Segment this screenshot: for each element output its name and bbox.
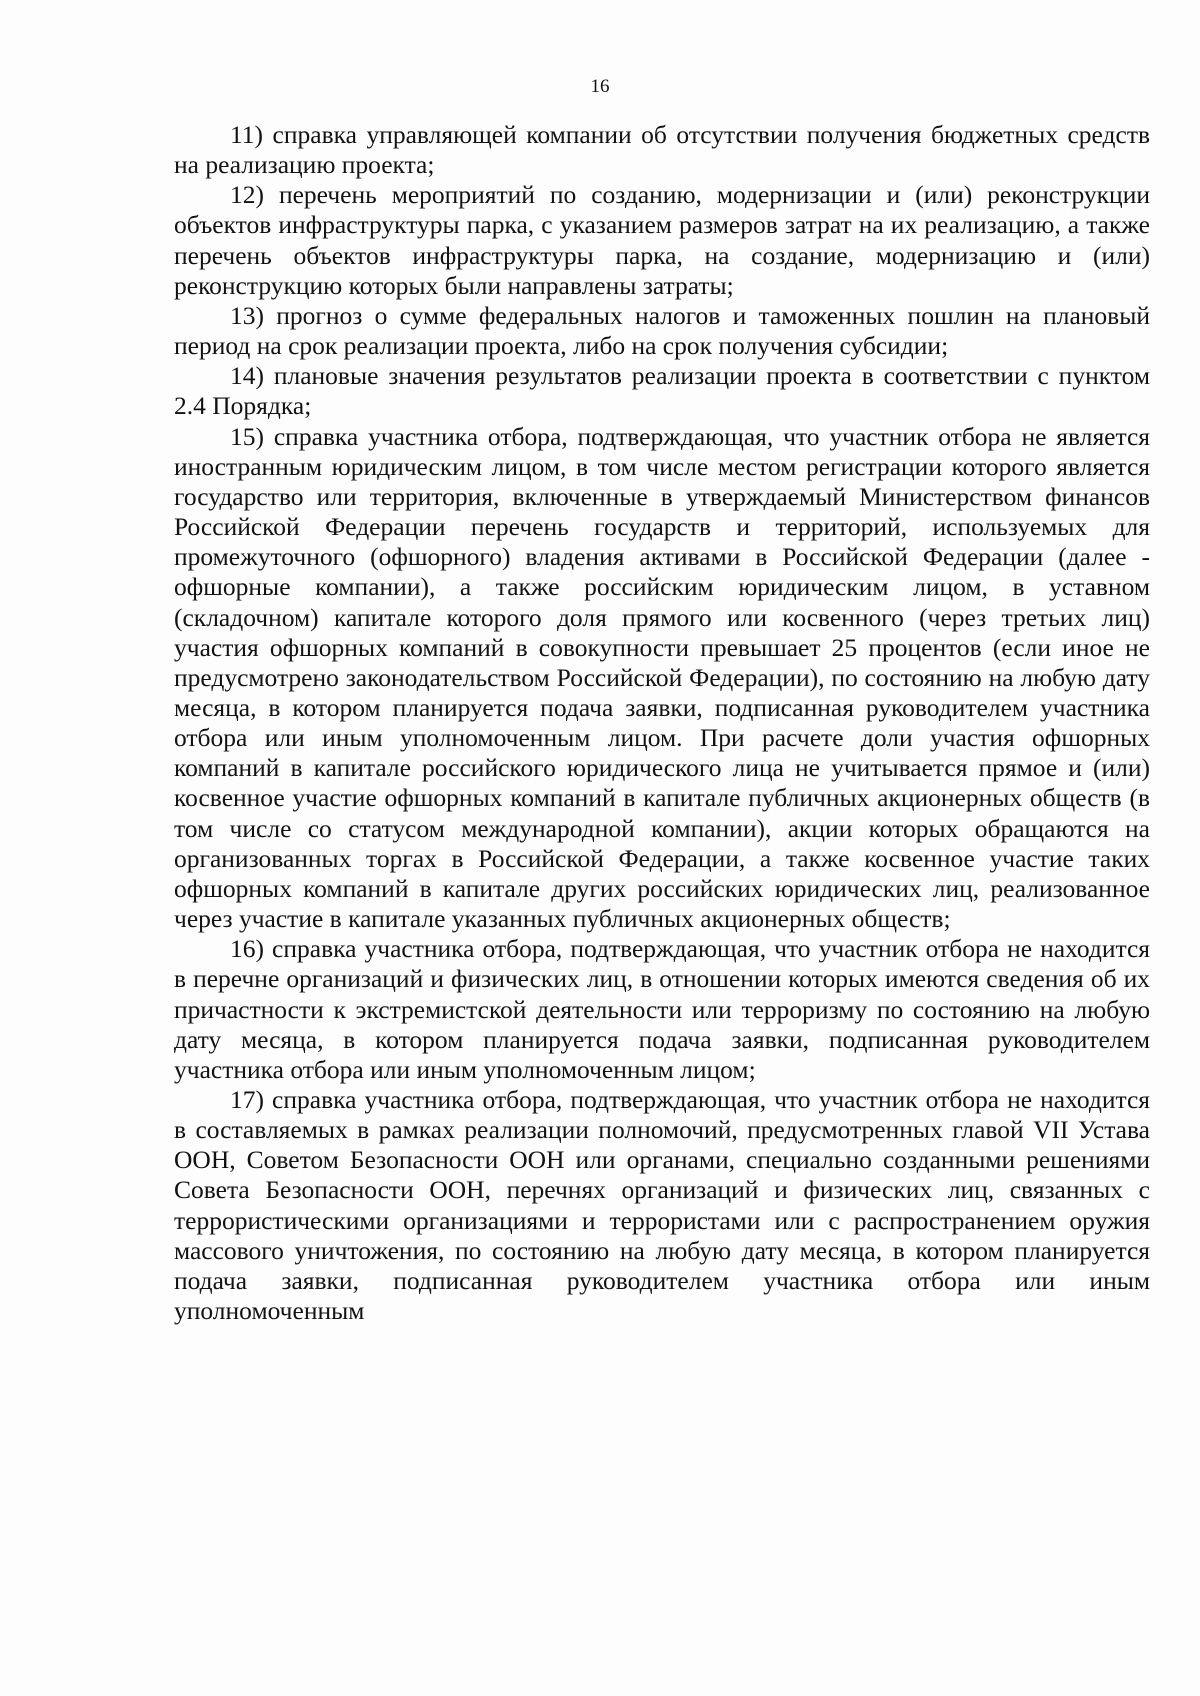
page-number: 16 [590,76,610,97]
paragraph-item-17: 17) справка участника отбора, подтверждающая, что участник отбора не находится в составляемых в рамках реализации полномочий, предусмотренных главой VII Устава ООН, Советом Безопасности ООН или органами, специально созданными решениями Совета Безопасности ООН, перечнях организаций и физических лиц, связанных с террористическими организациями и террористами или с распространением оружия массового уничтожения, по состоянию на любую дату месяца, в котором планируется подача заявки, подписанная руководителем участника отбора или иным уполномоченным [174,1085,1150,1326]
paragraph-item-16: 16) справка участника отбора, подтверждающая, что участник отбора не находится в перечне организаций и физических лиц, в отношении которых имеются сведения об их причастности к экстремистской деятельности или терроризму по состоянию на любую дату месяца, в котором планируется подача заявки, подписанная руководителем участника отбора или иным уполномоченным лицом; [174,934,1150,1084]
paragraph-item-14: 14) плановые значения результатов реализации проекта в соответствии с пунктом 2.4 Порядка; [174,361,1150,421]
paragraph-item-11: 11) справка управляющей компании об отсутствии получения бюджетных средств на реализацию проекта; [174,120,1150,180]
paragraph-item-12: 12) перечень мероприятий по созданию, модернизации и (или) реконструкции объектов инфраструктуры парка, с указанием размеров затрат на их реализацию, а также перечень объектов инфраструктуры парка, на создание, модернизацию и (или) реконструкцию которых были направлены затраты; [174,180,1150,300]
document-body [174,120,1150,1326]
paragraph-item-13: 13) прогноз о сумме федеральных налогов и таможенных пошлин на плановый период на срок реализации проекта, либо на срок получения субсидии; [174,300,1150,361]
paragraph-item-15: 15) справка участника отбора, подтверждающая, что участник отбора не является иностранным юридическим лицом, в том числе местом регистрации которого является государство или территория, включенные в утверждаемый Министерством финансов Российской Федерации перечень государств и территорий, используемых для промежуточного (офшорного) владения активами в Российской Федерации (далее - офшорные компании), а также российским юридическим лицом, в уставном (складочном) капитале которого доля прямого или косвенного (через третьих лиц) участия офшорных компаний в совокупности превышает 25 процентов (если иное не предусмотрено законодательством Российской Федерации), по состоянию на любую дату месяца, в котором планируется подача заявки, подписанная руководителем участника отбора или иным уполномоченным лицом. При расчете доли участия офшорных компаний в капитале российского юридического лица не учитывается прямое и (или) косвенное участие офшорных компаний в капитале публичных акционерных обществ (в том числе со статусом международной компании), акции которых обращаются на организованных торгах в Российской Федерации, а также косвенное участие таких офшорных компаний в капитале других российских юридических лиц, реализованное через участие в капитале указанных публичных акционерных обществ; [174,421,1150,934]
